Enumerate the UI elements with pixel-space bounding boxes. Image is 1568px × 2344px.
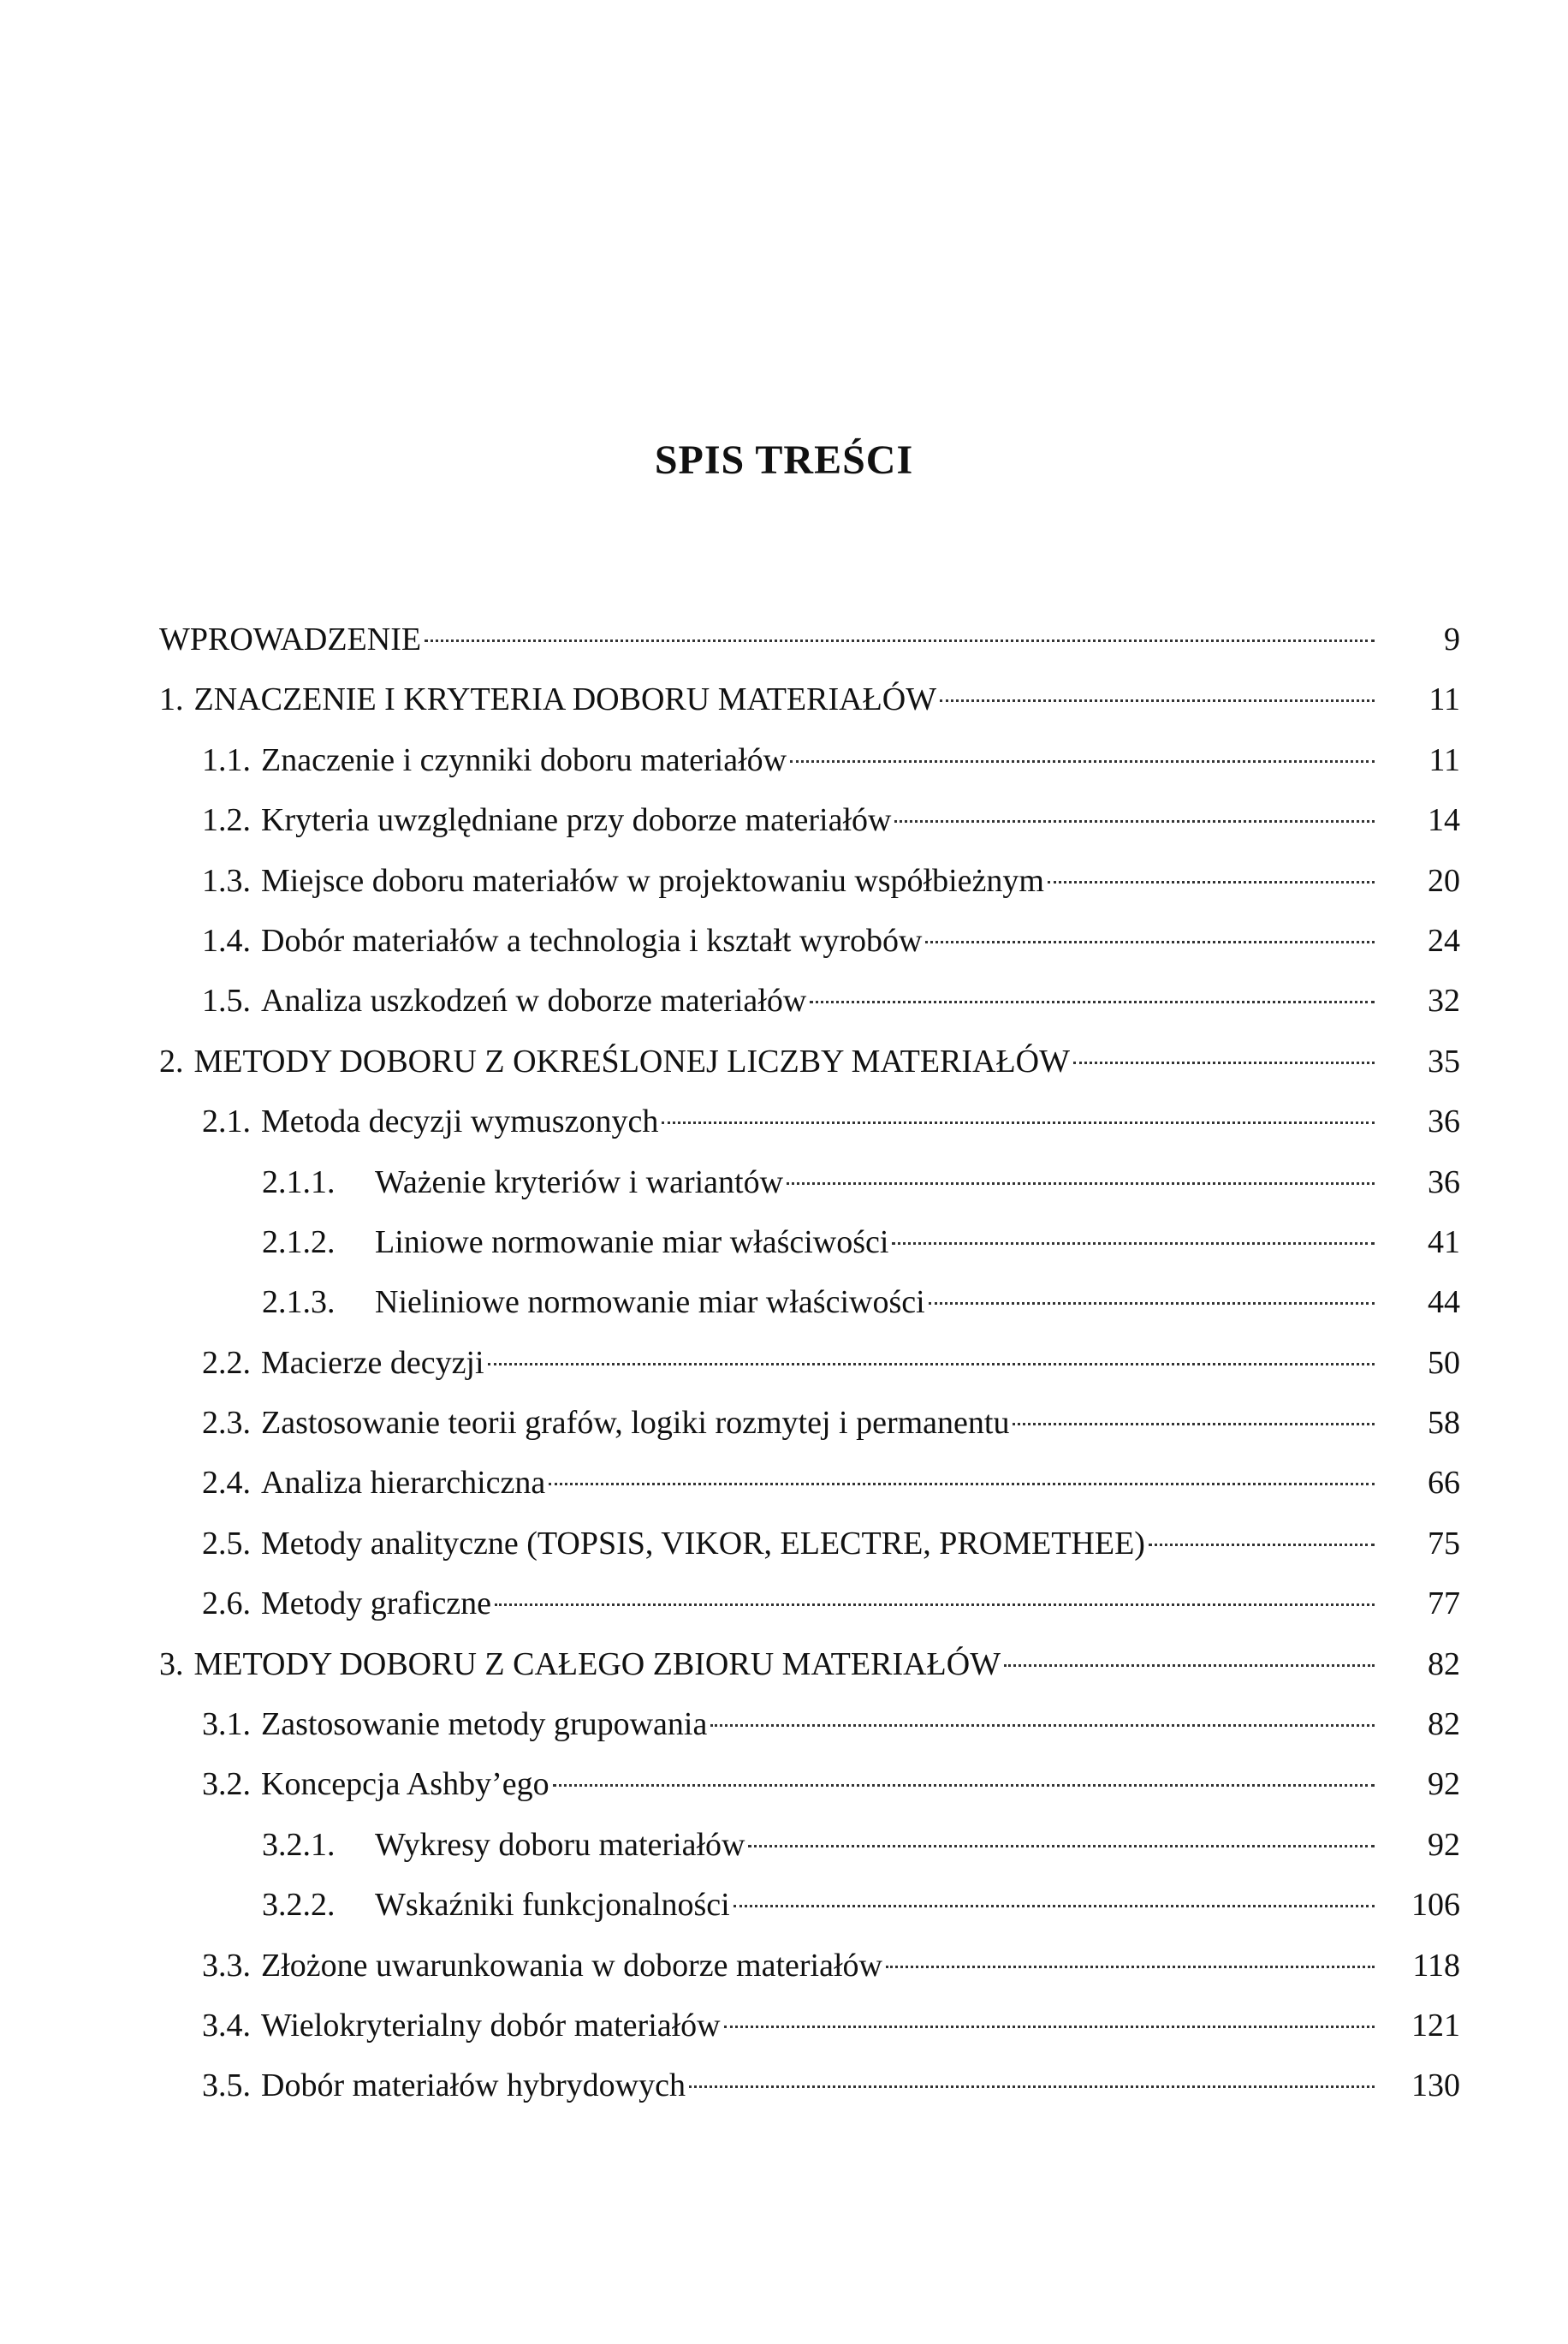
toc-entry-page-number: 32 <box>1428 983 1460 1020</box>
dot-leader <box>724 2026 1375 2028</box>
toc-entry <box>159 1393 1460 1453</box>
toc-entry-label: Kryteria uwzględniane przy doborze materiałów <box>261 802 892 839</box>
toc-entry-page-number: 82 <box>1428 1706 1460 1743</box>
toc-entry <box>159 971 1460 1031</box>
toc-entry-number: 2.6. <box>202 1585 251 1622</box>
toc-entry <box>159 1272 1460 1332</box>
toc-entry-label: Metoda decyzji wymuszonych <box>261 1104 659 1140</box>
dot-leader <box>886 1966 1375 1968</box>
toc-entry-number: 2.4. <box>202 1465 251 1502</box>
toc-entry <box>159 1996 1460 2055</box>
toc-entry-page-number: 9 <box>1444 622 1460 657</box>
toc-entry-number: 3.5. <box>202 2067 251 2104</box>
toc-entry <box>159 1815 1460 1875</box>
dot-leader <box>925 941 1375 943</box>
dot-leader <box>734 1905 1375 1907</box>
toc-entry-label: METODY DOBORU Z OKREŚLONEJ LICZBY MATERIAŁÓW <box>193 1043 1070 1080</box>
toc-entry <box>159 1453 1460 1513</box>
toc-entry <box>159 1694 1460 1754</box>
toc-entry-page-number: 92 <box>1428 1826 1460 1863</box>
toc-entry <box>159 1212 1460 1272</box>
toc-entry-number: 1.5. <box>202 983 251 1020</box>
toc-entry-page-number: 20 <box>1428 862 1460 899</box>
toc-entry-page-number: 24 <box>1428 922 1460 959</box>
toc-entry-page-number: 36 <box>1428 1163 1460 1200</box>
dot-leader <box>549 1483 1375 1485</box>
toc-entry-page-number: 92 <box>1428 1766 1460 1803</box>
toc-entry <box>159 1514 1460 1574</box>
toc-entry-page-number: 82 <box>1428 1645 1460 1682</box>
toc-entry-page-number: 77 <box>1428 1585 1460 1622</box>
toc-entry <box>159 1936 1460 1996</box>
toc-entry-page-number: 106 <box>1411 1887 1460 1924</box>
dot-leader <box>662 1121 1375 1124</box>
toc-entry-number: 2.1.2. <box>262 1223 336 1260</box>
toc-entry-label: METODY DOBORU Z CAŁEGO ZBIORU MATERIAŁÓW <box>193 1645 1001 1682</box>
toc-entry <box>159 610 1460 669</box>
toc-entry-label: Miejsce doboru materiałów w projektowaniu współbieżnym <box>261 862 1044 899</box>
toc-entry-label: Dobór materiałów hybrydowych <box>261 2067 686 2104</box>
toc-entry-number: 2.1.1. <box>262 1163 336 1200</box>
dot-leader <box>1073 1062 1375 1064</box>
dot-leader <box>810 1001 1375 1003</box>
toc-entry <box>159 1333 1460 1393</box>
dot-leader <box>1048 881 1375 883</box>
dot-leader <box>553 1784 1375 1787</box>
toc-entry <box>159 1634 1460 1694</box>
toc-entry <box>159 669 1460 729</box>
toc-entry-label: Ważenie kryteriów i wariantów <box>375 1163 784 1200</box>
dot-leader <box>940 699 1375 702</box>
toc-entry <box>159 1152 1460 1212</box>
dot-leader <box>790 760 1375 763</box>
table-of-contents <box>159 610 1460 2116</box>
toc-entry-page-number: 44 <box>1428 1284 1460 1321</box>
page-title: SPIS TREŚCI <box>654 437 914 483</box>
toc-entry-page-number: 121 <box>1411 2007 1460 2044</box>
dot-leader <box>1149 1544 1375 1546</box>
toc-entry-number: 1.4. <box>202 922 251 959</box>
toc-entry-label: Wielokryterialny dobór materiałów <box>261 2007 721 2044</box>
toc-entry-label: WPROWADZENIE <box>159 622 422 657</box>
toc-entry-number: 1.3. <box>202 862 251 899</box>
toc-entry-label: Metody graficzne <box>261 1585 492 1622</box>
dot-leader <box>1013 1423 1375 1425</box>
toc-entry-label: Wykresy doboru materiałów <box>375 1826 745 1863</box>
toc-entry-number: 3.1. <box>202 1706 251 1743</box>
toc-entry-number: 2.1. <box>202 1104 251 1140</box>
toc-entry-label: Koncepcja Ashby’ego <box>261 1766 549 1803</box>
toc-entry-label: Wskaźniki funkcjonalności <box>375 1887 730 1924</box>
toc-entry-label: Analiza hierarchiczna <box>261 1465 546 1502</box>
toc-entry-label: Metody analityczne (TOPSIS, VIKOR, ELECTRE, PROMETHEE) <box>261 1525 1145 1562</box>
toc-entry <box>159 1092 1460 1151</box>
toc-entry <box>159 1875 1460 1935</box>
toc-entry-label: Złożone uwarunkowania w doborze materiałów <box>261 1947 882 1984</box>
toc-entry-label: Znaczenie i czynniki doboru materiałów <box>261 741 787 778</box>
toc-entry-number: 3.2. <box>202 1766 251 1803</box>
toc-entry-label: Nieliniowe normowanie miar właściwości <box>375 1284 925 1321</box>
toc-entry-page-number: 58 <box>1428 1405 1460 1442</box>
toc-entry-label: Analiza uszkodzeń w doborze materiałów <box>261 983 807 1020</box>
toc-entry <box>159 790 1460 850</box>
dot-leader <box>748 1845 1375 1847</box>
toc-entry-page-number: 50 <box>1428 1344 1460 1381</box>
toc-entry-page-number: 75 <box>1428 1525 1460 1562</box>
toc-entry-label: Liniowe normowanie miar właściwości <box>375 1223 889 1260</box>
toc-entry-number: 3. <box>159 1645 184 1682</box>
toc-entry-label: Zastosowanie teorii grafów, logiki rozmytej i permanentu <box>261 1405 1010 1442</box>
toc-entry <box>159 1754 1460 1814</box>
toc-entry-page-number: 66 <box>1428 1465 1460 1502</box>
dot-leader <box>929 1302 1375 1305</box>
toc-entry <box>159 1032 1460 1092</box>
toc-entry-number: 2.3. <box>202 1405 251 1442</box>
toc-entry-number: 3.2.1. <box>262 1826 336 1863</box>
toc-entry-number: 2. <box>159 1043 184 1080</box>
toc-entry-page-number: 14 <box>1428 802 1460 839</box>
dot-leader <box>689 2085 1375 2088</box>
toc-entry-label: Macierze decyzji <box>261 1344 484 1381</box>
dot-leader <box>892 1242 1375 1245</box>
toc-entry-page-number: 35 <box>1428 1043 1460 1080</box>
toc-entry-page-number: 41 <box>1428 1223 1460 1260</box>
toc-entry-label: Zastosowanie metody grupowania <box>261 1706 708 1743</box>
toc-entry-number: 2.2. <box>202 1344 251 1381</box>
toc-entry-page-number: 11 <box>1428 741 1460 778</box>
toc-entry <box>159 730 1460 790</box>
toc-entry-number: 3.2.2. <box>262 1887 336 1924</box>
dot-leader <box>710 1724 1375 1727</box>
toc-entry-number: 2.5. <box>202 1525 251 1562</box>
toc-entry <box>159 911 1460 971</box>
toc-entry-page-number: 130 <box>1411 2067 1460 2104</box>
toc-entry-number: 3.4. <box>202 2007 251 2044</box>
toc-entry-label: ZNACZENIE I KRYTERIA DOBORU MATERIAŁÓW <box>193 681 937 718</box>
toc-entry-number: 2.1.3. <box>262 1284 336 1321</box>
dot-leader <box>894 820 1375 823</box>
toc-entry-page-number: 36 <box>1428 1104 1460 1140</box>
dot-leader <box>488 1363 1375 1365</box>
toc-entry <box>159 1574 1460 1633</box>
dot-leader <box>787 1182 1375 1185</box>
toc-entry-number: 1.1. <box>202 741 251 778</box>
toc-entry-page-number: 118 <box>1412 1947 1460 1984</box>
dot-leader <box>425 640 1375 642</box>
toc-entry-label: Dobór materiałów a technologia i kształt wyrobów <box>261 922 923 959</box>
toc-entry <box>159 2055 1460 2115</box>
toc-entry-number: 1.2. <box>202 802 251 839</box>
dot-leader <box>1004 1664 1375 1667</box>
toc-entry-number: 1. <box>159 681 184 718</box>
dot-leader <box>495 1603 1375 1606</box>
toc-entry-number: 3.3. <box>202 1947 251 1984</box>
toc-entry-page-number: 11 <box>1428 681 1460 718</box>
toc-entry <box>159 851 1460 911</box>
